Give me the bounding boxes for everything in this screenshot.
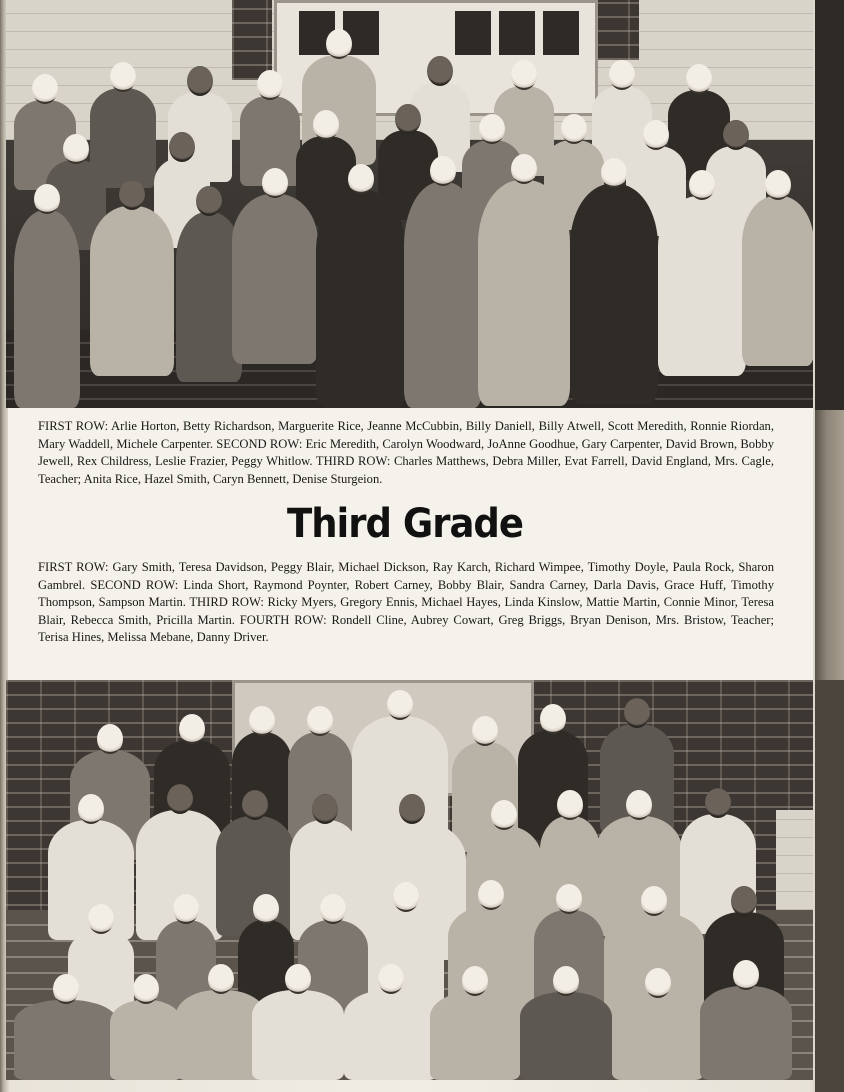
- side-window: [776, 810, 813, 910]
- student-figure: [316, 190, 406, 408]
- class-photo-bottom: [6, 680, 813, 1080]
- student-figure: [404, 182, 482, 408]
- student-figure: [14, 1000, 118, 1080]
- student-figure: [742, 196, 813, 366]
- bottom-photo-caption: FIRST ROW: Gary Smith, Teresa Davidson, Peggy Blair, Michael Dickson, Ray Karch, Richard Wimpee, Timothy Doyle, Paula Rock, Sharon Gambrel. SECOND ROW: Linda Short, Raymond Poynter, Robert Carney, Bobby Blair, Sandra Carney, Darla Davis, Grace Huff, Timothy Thompson, Sampson Martin. THIRD ROW: Ricky Myers, Gregory Ennis, Michael Hayes, Linda Kinslow, Mattie Martin, Connie Minor, Teresa Blair, Rebecca Smith, Pricilla Martin. FOURTH ROW: Rondell Cline, Aubrey Cowart, Greg Briggs, Bryan Denison, Mrs. Bristow, Teacher; Terisa Hines, Melissa Mebane, Danny Driver.: [38, 560, 774, 645]
- student-figure: [110, 1000, 182, 1080]
- student-figure: [90, 206, 174, 376]
- class-photo-top: [6, 0, 813, 408]
- student-figure: [520, 992, 612, 1080]
- student-figure: [570, 184, 658, 404]
- student-figure: [430, 992, 520, 1080]
- student-figure: [612, 994, 704, 1080]
- adjacent-page-edge: [815, 0, 844, 1092]
- student-figure: [344, 990, 438, 1080]
- top-photo-caption: FIRST ROW: Arlie Horton, Betty Richardson, Marguerite Rice, Jeanne McCubbin, Billy Daniell, Billy Atwell, Scott Meredith, Ronnie Riordan, Mary Waddell, Michele Carpenter. SECOND ROW: Eric Meredith, Carolyn Woodward, JoAnne Goodhue, Gary Carpenter, David Brown, Bobby Jewell, Rex Childress, Leslie Frazier, Peggy Whitlow. THIRD ROW: Charles Matthews, Debra Miller, Evat Farrell, David England, Mrs. Cagle, Teacher; Anita Rice, Hazel Smith, Caryn Bennett, Denise Sturgeion.: [38, 419, 774, 486]
- student-figure: [658, 196, 746, 376]
- student-figure: [700, 986, 792, 1080]
- brick-pillar-right: [594, 0, 639, 60]
- student-figure: [14, 210, 80, 408]
- page-title: Third Grade: [286, 500, 524, 547]
- student-figure: [232, 194, 318, 364]
- student-figure: [478, 180, 570, 406]
- brick-pillar-left: [232, 0, 272, 80]
- student-figure: [252, 990, 344, 1080]
